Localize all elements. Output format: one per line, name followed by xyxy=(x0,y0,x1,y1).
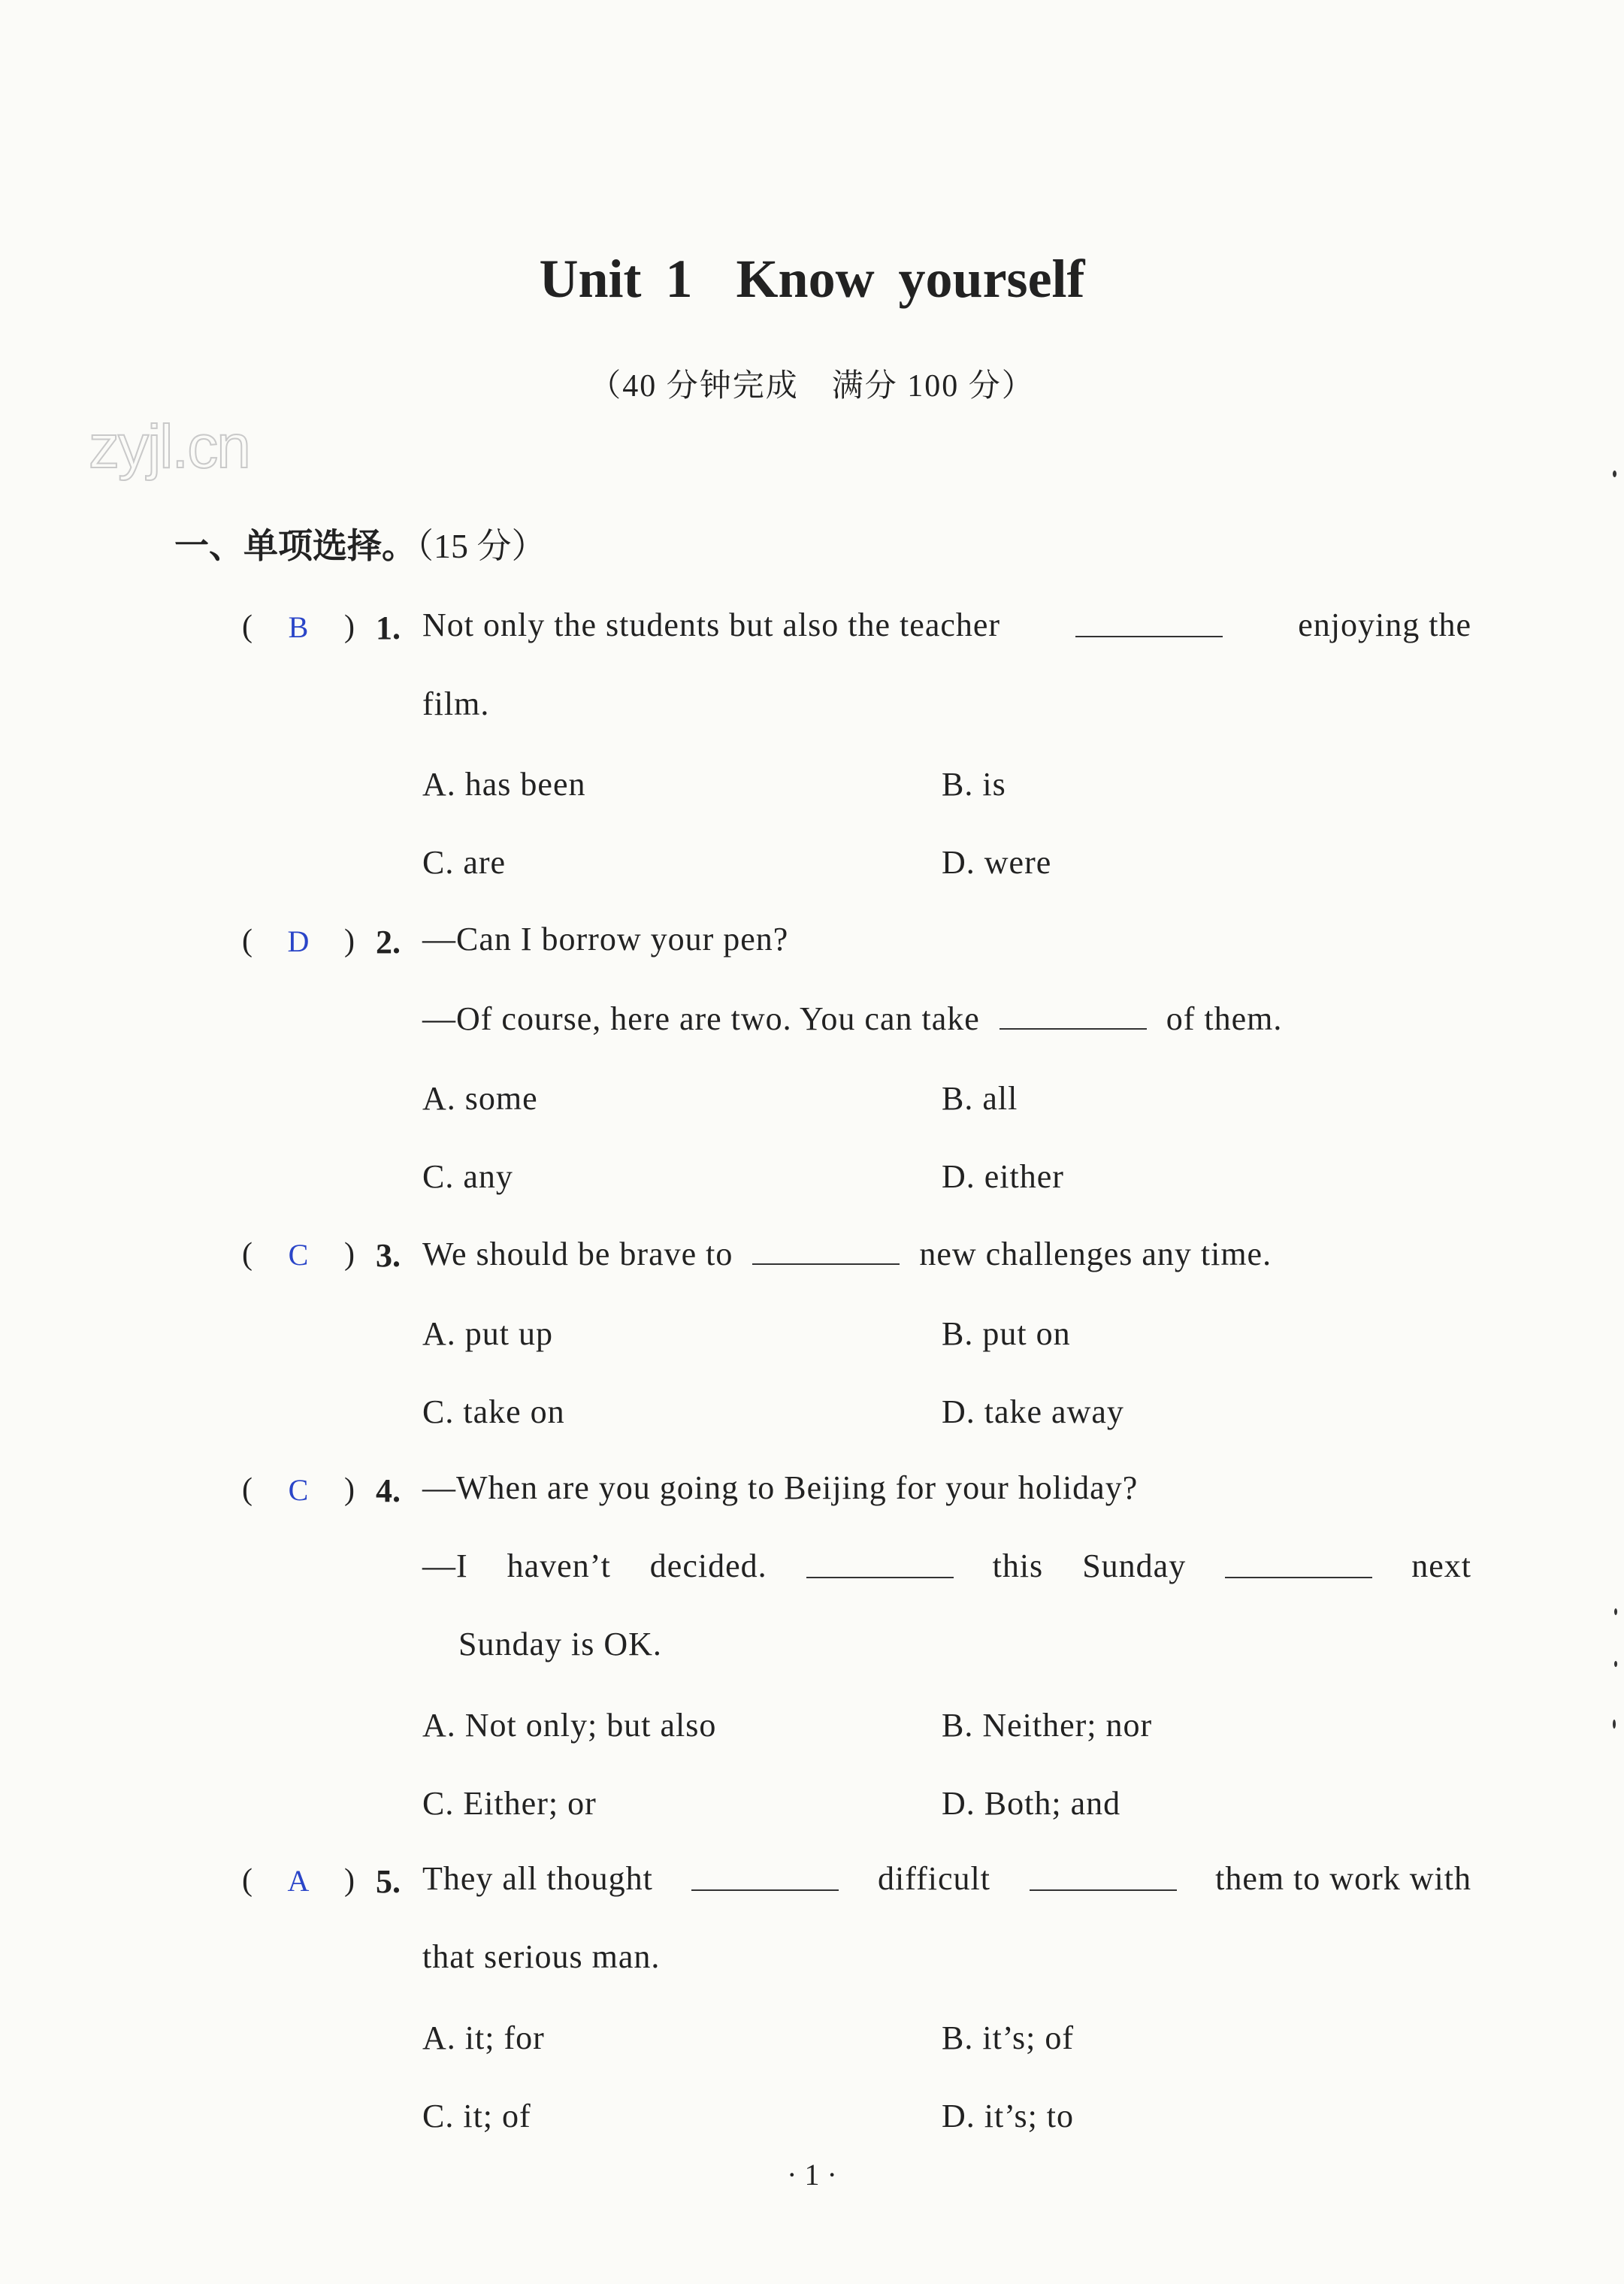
option-c: C. take on xyxy=(422,1393,565,1430)
answer-bracket: ( C ) xyxy=(242,1237,355,1272)
answer-blank xyxy=(752,1236,900,1265)
answer-blank xyxy=(1030,1862,1177,1891)
option-a: A. some xyxy=(422,1080,538,1117)
stem-text: difficult xyxy=(878,1860,990,1897)
scan-speck xyxy=(1613,1720,1616,1729)
unit-topic: Know yourself xyxy=(736,249,1085,309)
page-title xyxy=(0,248,1624,310)
scan-speck xyxy=(1613,470,1616,477)
question-stem xyxy=(422,1236,1272,1271)
stem-text: decided. xyxy=(649,1547,767,1584)
stem-text: —Of course, here are two. You can take xyxy=(422,1000,980,1037)
answer-5: A xyxy=(287,1863,310,1898)
stem-text: They all thought xyxy=(422,1860,653,1897)
answer-1: B xyxy=(288,610,309,644)
option-d: D. it’s; to xyxy=(942,2098,1075,2134)
stem-text: We should be brave to xyxy=(422,1236,733,1272)
question-stem: —Can I borrow your pen? xyxy=(422,921,789,957)
answer-blank xyxy=(1225,1550,1372,1578)
page-number: · 1 · xyxy=(787,2158,837,2192)
stem-text: new challenges any time. xyxy=(919,1236,1272,1272)
option-d: D. were xyxy=(942,844,1052,881)
answer-blank xyxy=(1000,1001,1147,1030)
stem-continuation: Sunday is OK. xyxy=(458,1626,662,1662)
question-stem xyxy=(422,609,1471,642)
stem-text: this xyxy=(992,1547,1044,1584)
unit-label: Unit 1 xyxy=(539,249,693,309)
answer-bracket: ( C ) xyxy=(242,1472,355,1507)
answer-4: C xyxy=(288,1472,309,1507)
option-d: D. either xyxy=(942,1158,1064,1195)
stem-continuation xyxy=(422,1547,1471,1584)
answer-blank xyxy=(691,1862,839,1891)
question-stem xyxy=(422,1862,1471,1895)
stem-continuation: film. xyxy=(422,685,490,722)
stem-text: enjoying the xyxy=(1298,607,1471,643)
scan-speck xyxy=(1614,1608,1617,1615)
question-number: 5. xyxy=(376,1863,401,1900)
question-stem: —When are you going to Beijing for your holiday? xyxy=(422,1469,1139,1506)
exam-info: （40 分钟完成 满分 100 分） xyxy=(589,369,1035,404)
option-a: A. put up xyxy=(422,1315,553,1352)
stem-text: —I xyxy=(422,1547,468,1584)
section-points: （15 分） xyxy=(416,527,546,565)
watermark: zyjl.cn xyxy=(89,413,249,481)
option-a: A. has been xyxy=(422,766,586,803)
option-c: C. are xyxy=(422,844,507,881)
stem-text: next xyxy=(1411,1547,1471,1584)
option-c: C. it; of xyxy=(422,2098,531,2134)
stem-continuation: that serious man. xyxy=(422,1938,661,1975)
option-d: D. Both; and xyxy=(942,1785,1121,1822)
answer-blank xyxy=(1075,609,1223,637)
option-b: B. all xyxy=(942,1080,1018,1117)
option-c: C. any xyxy=(422,1158,513,1195)
section-heading xyxy=(174,519,546,568)
section-label: 一、单项选择。 xyxy=(174,525,416,566)
option-b: B. Neither; nor xyxy=(942,1707,1153,1744)
stem-continuation xyxy=(422,1001,1282,1036)
answer-3: C xyxy=(288,1237,309,1272)
option-b: B. is xyxy=(942,766,1006,803)
option-b: B. put on xyxy=(942,1315,1071,1352)
option-a: A. it; for xyxy=(422,2019,545,2056)
question-number: 1. xyxy=(376,610,401,646)
stem-text: haven’t xyxy=(507,1547,611,1584)
option-a: A. Not only; but also xyxy=(422,1707,717,1744)
answer-bracket: ( A ) xyxy=(242,1863,355,1898)
stem-text: Not only the students but also the teacher xyxy=(422,607,1001,643)
answer-blank xyxy=(806,1550,954,1578)
question-number: 4. xyxy=(376,1472,401,1509)
answer-2: D xyxy=(287,924,310,958)
answer-bracket: ( D ) xyxy=(242,924,355,958)
option-b: B. it’s; of xyxy=(942,2019,1075,2056)
stem-text: Sunday xyxy=(1082,1547,1187,1584)
option-c: C. Either; or xyxy=(422,1785,597,1822)
question-number: 2. xyxy=(376,924,401,960)
stem-text: them to work with xyxy=(1215,1860,1471,1897)
question-number: 3. xyxy=(376,1237,401,1274)
option-d: D. take away xyxy=(942,1393,1124,1430)
scan-speck xyxy=(1614,1661,1617,1667)
stem-text: of them. xyxy=(1166,1000,1283,1037)
answer-bracket: ( B ) xyxy=(242,610,355,644)
